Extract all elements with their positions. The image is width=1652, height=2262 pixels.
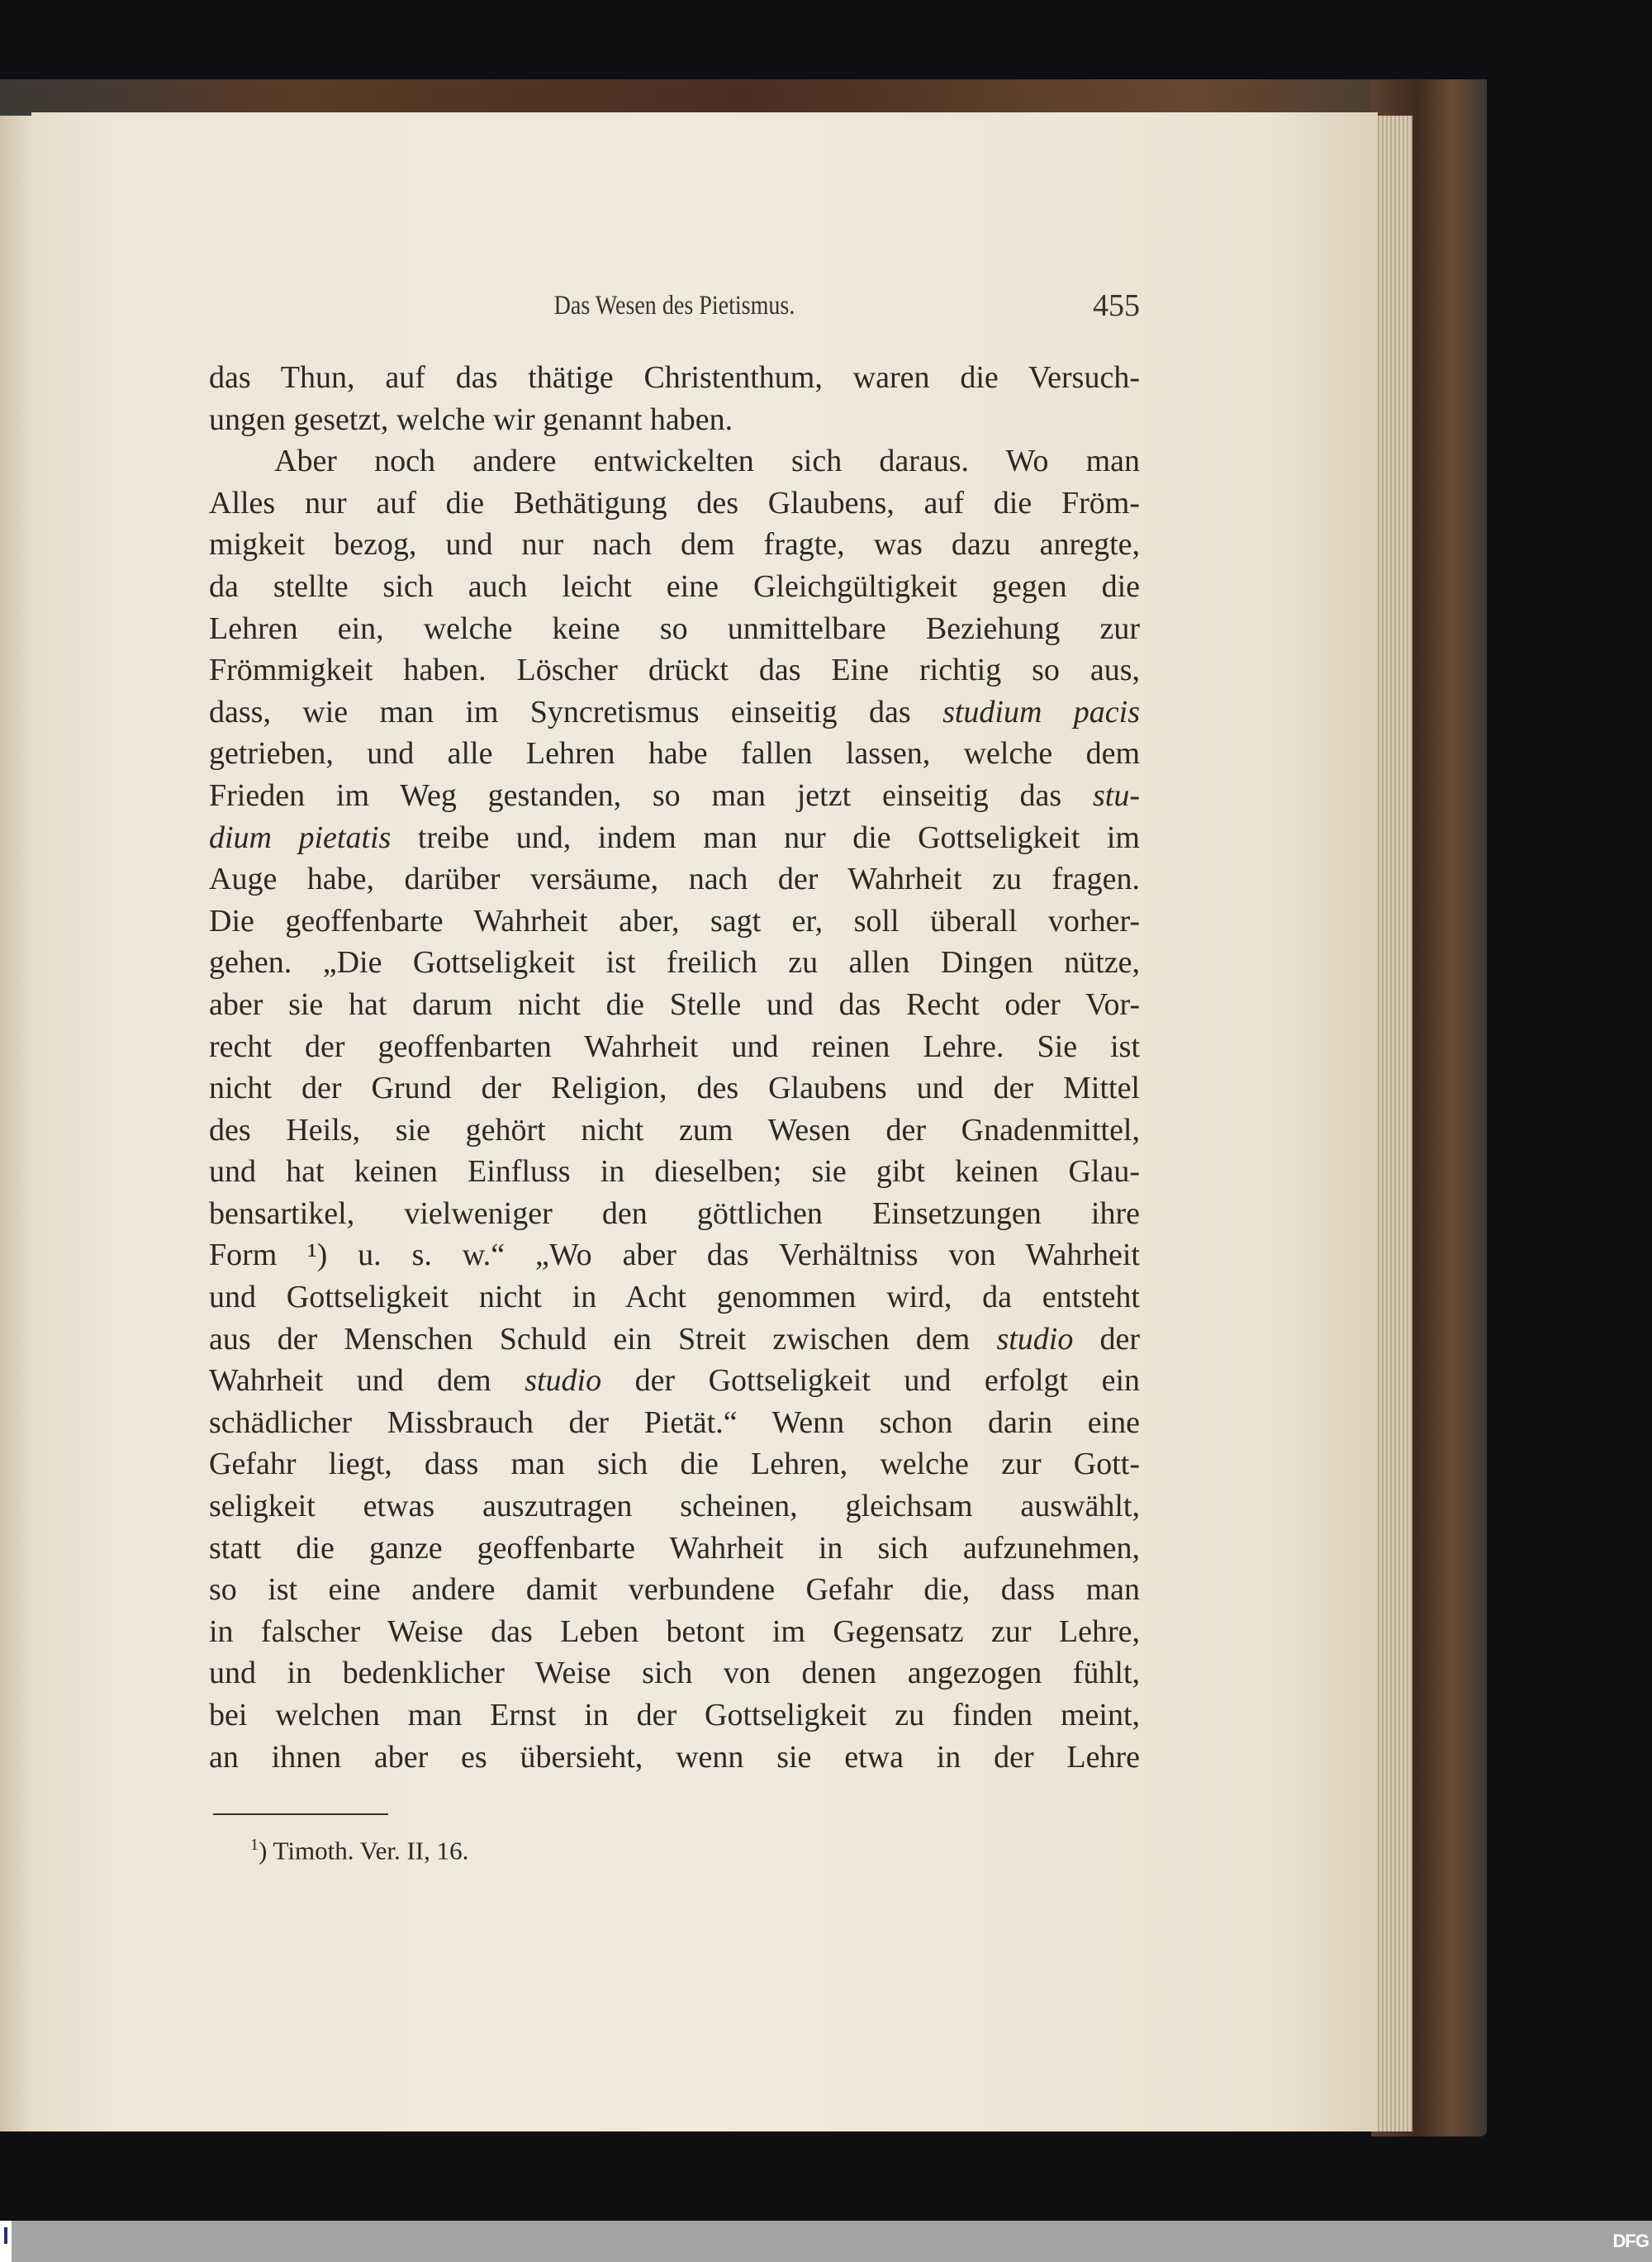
text-segment: schädlicher Missbrauch der Pietät.“ Wenn schon darin eine <box>209 1404 1140 1440</box>
text-segment: und in bedenklicher Weise sich von denen angezogen fühlt, <box>209 1656 1140 1691</box>
text-segment: bensartikel, vielweniger den göttlichen Einsetzungen ihre <box>209 1195 1140 1231</box>
text-line <box>209 1611 1140 1653</box>
text-segment: der Gottseligkeit und erfolgt ein <box>601 1363 1141 1399</box>
text-line <box>209 1151 1140 1193</box>
left-page-edge <box>0 116 33 2131</box>
text-segment: migkeit bezog, und nur nach dem fragte, was dazu anregte, <box>209 527 1140 563</box>
text-line <box>209 608 1140 650</box>
text-line <box>209 1360 1140 1402</box>
text-segment: Form ¹) u. s. w.“ „Wo aber das Verhältniss von Wahrheit <box>209 1238 1140 1273</box>
text-line <box>209 399 1140 441</box>
footnote-marker: 1 <box>250 1836 259 1854</box>
text-line <box>209 1026 1140 1068</box>
viewer-footer-bar <box>0 2221 1652 2262</box>
text-segment: und hat keinen Einfluss in dieselben; sie gibt keinen Glau- <box>209 1154 1140 1190</box>
text-segment: des Heils, sie gehört nicht zum Wesen der Gnadenmittel, <box>209 1112 1140 1148</box>
text-segment: dass, wie man im Syncretismus einseitig das <box>209 694 943 729</box>
text-line <box>209 1694 1140 1737</box>
text-segment: Frömmigkeit haben. Löscher drückt das Eine richtig so aus, <box>209 653 1140 688</box>
text-segment: bei welchen man Ernst in der Gottseligkeit zu finden meint, <box>209 1698 1140 1732</box>
text-segment: so ist eine andere damit verbundene Gefahr die, dass man <box>209 1572 1140 1608</box>
running-title: Das Wesen des Pietismus. <box>553 291 795 321</box>
text-segment: getrieben, und alle Lehren habe fallen lassen, welche dem <box>209 736 1140 772</box>
library-logo-icon <box>0 2221 12 2262</box>
text-segment: gehen. „Die Gottseligkeit ist freilich zu allen Dingen nütze, <box>209 945 1140 981</box>
text-line <box>209 1443 1140 1485</box>
text-segment: aber sie hat darum nicht die Stelle und das Recht oder Vor- <box>209 986 1140 1022</box>
text-segment: statt die ganze geoffenbarte Wahrheit in sich aufzunehmen, <box>209 1530 1140 1566</box>
text-line <box>209 901 1140 943</box>
italic-text: dium pietatis <box>209 820 392 855</box>
text-segment: Gefahr liegt, dass man sich die Lehren, welche zur Gott- <box>209 1447 1140 1482</box>
text-line <box>209 649 1140 691</box>
italic-text: stu- <box>1093 777 1140 813</box>
text-segment: Auge habe, darüber versäume, nach der Wahrheit zu fragen. <box>209 862 1140 897</box>
text-line <box>209 775 1140 817</box>
text-line <box>209 524 1140 566</box>
text-line <box>209 1110 1140 1152</box>
text-line <box>209 1737 1140 1779</box>
italic-text: studio <box>525 1363 602 1399</box>
text-segment: nicht der Grund der Religion, des Glaubens und der Mittel <box>209 1071 1140 1106</box>
running-head <box>209 288 1140 327</box>
text-line <box>209 691 1140 734</box>
text-line <box>209 1067 1140 1110</box>
footnote <box>250 1836 468 1865</box>
dfg-logo: DFG <box>1612 2231 1649 2251</box>
text-segment: Lehren ein, welche keine so unmittelbare Beziehung zur <box>209 611 1140 646</box>
text-segment: Die geoffenbarte Wahrheit aber, sagt er, soll überall vorher- <box>209 903 1140 939</box>
text-line <box>209 440 1140 482</box>
text-line <box>209 357 1140 399</box>
text-segment: der <box>1073 1321 1141 1357</box>
footnote-text: ) Timoth. Ver. II, 16. <box>259 1836 469 1865</box>
text-segment: da stellte sich auch leicht eine Gleichgültigkeit gegen die <box>209 568 1140 604</box>
text-line <box>209 817 1140 859</box>
text-line <box>209 1485 1140 1528</box>
text-line <box>209 1402 1140 1444</box>
text-line <box>209 482 1140 525</box>
footnote-rule <box>213 1813 388 1815</box>
text-segment: aus der Menschen Schuld ein Streit zwischen dem <box>209 1321 997 1357</box>
text-segment: recht der geoffenbarten Wahrheit und reinen Lehre. Sie ist <box>209 1029 1140 1064</box>
body-text <box>209 357 1140 1778</box>
text-line <box>209 1569 1140 1611</box>
text-line <box>209 733 1140 775</box>
text-line <box>209 1319 1140 1361</box>
text-segment: in falscher Weise das Leben betont im Gegensatz zur Lehre, <box>209 1613 1140 1649</box>
text-segment: Aber noch andere entwickelten sich daraus. Wo man <box>274 444 1140 479</box>
text-segment: Wahrheit und dem <box>209 1363 525 1399</box>
text-line <box>209 1276 1140 1319</box>
text-segment: treibe und, indem man nur die Gottseligkeit im <box>391 820 1140 855</box>
text-line <box>209 1193 1140 1235</box>
text-line <box>209 858 1140 901</box>
text-segment: Frieden im Weg gestanden, so man jetzt einseitig das <box>209 777 1093 813</box>
text-segment: und Gottseligkeit nicht in Acht genommen wird, da entsteht <box>209 1280 1140 1315</box>
text-line <box>209 1528 1140 1570</box>
text-segment: ungen gesetzt, welche wir genannt haben. <box>209 402 733 437</box>
text-segment: an ihnen aber es übersieht, wenn sie etwa in der Lehre <box>209 1739 1140 1775</box>
text-line <box>209 1652 1140 1694</box>
text-line <box>209 942 1140 984</box>
text-line <box>209 566 1140 608</box>
text-line <box>209 1234 1140 1276</box>
text-segment: das Thun, auf das thätige Christenthum, waren die Versuch- <box>209 360 1140 395</box>
text-segment: Alles nur auf die Bethätigung des Glaubens, auf die Fröm- <box>209 485 1140 520</box>
text-segment: seligkeit etwas auszutragen scheinen, gleichsam auswählt, <box>209 1489 1140 1524</box>
page-number: 455 <box>1093 288 1140 323</box>
italic-text: studium pacis <box>942 694 1140 729</box>
text-line <box>209 984 1140 1026</box>
italic-text: studio <box>996 1321 1074 1357</box>
